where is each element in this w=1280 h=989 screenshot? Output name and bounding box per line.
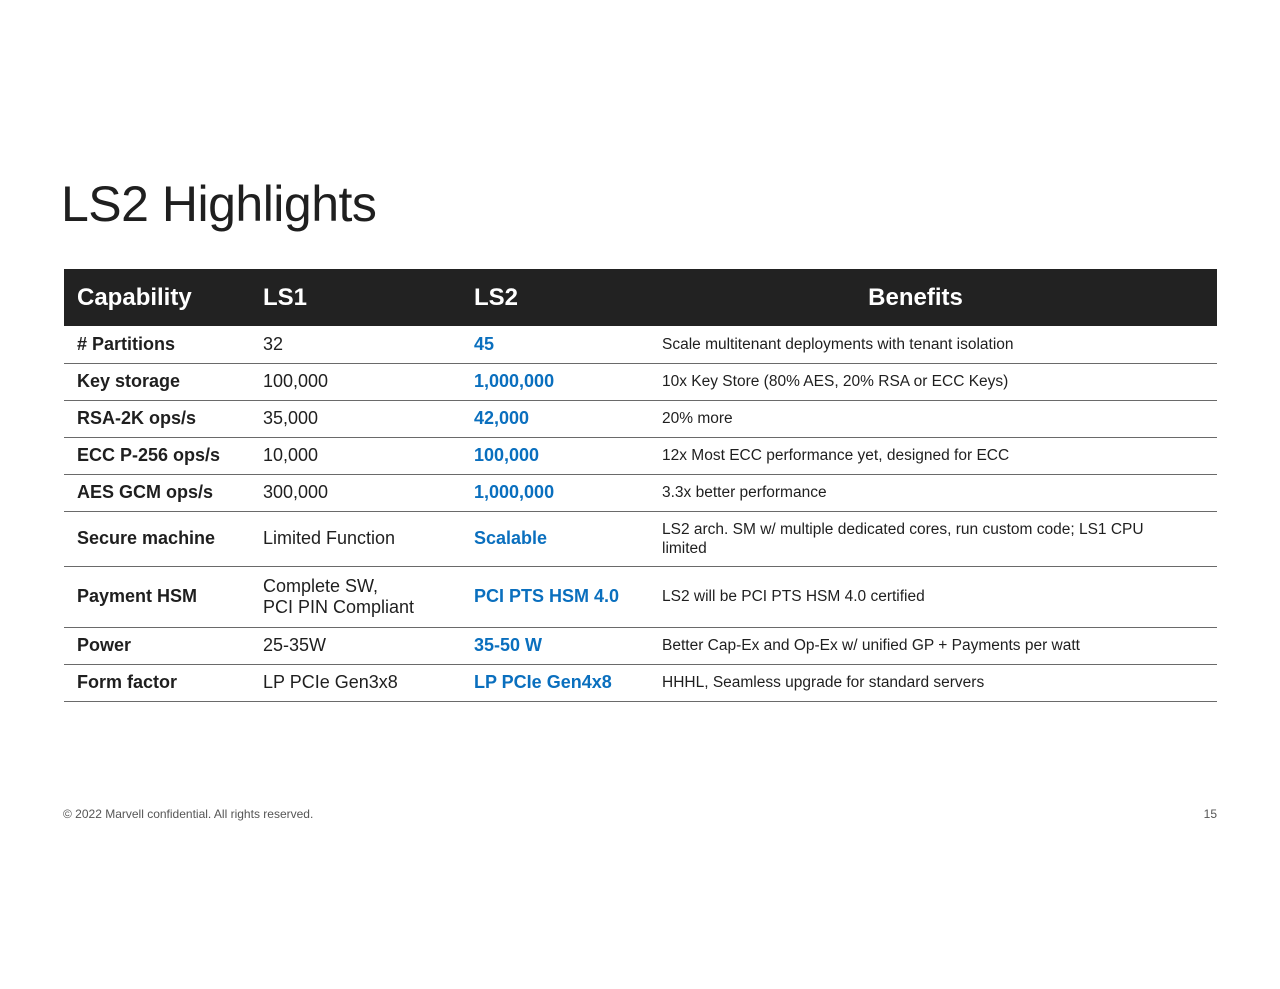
ls1-cell-line2: PCI PIN Compliant	[263, 596, 415, 617]
ls2-cell: 100,000	[474, 445, 540, 465]
benefits-cell: 10x Key Store (80% AES, 20% RSA or ECC Keys)	[662, 373, 1009, 390]
benefits-cell: HHHL, Seamless upgrade for standard servers	[662, 674, 985, 691]
ls1-cell-line1: Complete SW,	[263, 575, 379, 596]
capability-cell: Payment HSM	[77, 586, 198, 606]
ls1-cell: 25-35W	[263, 635, 327, 655]
table-row	[64, 326, 1217, 363]
capability-cell: Key storage	[77, 371, 181, 391]
ls2-cell: 1,000,000	[474, 482, 555, 502]
ls1-cell	[250, 566, 455, 627]
table-row	[64, 664, 1217, 701]
ls2-cell: PCI PTS HSM 4.0	[474, 586, 620, 606]
capability-cell: ECC P-256 ops/s	[77, 445, 221, 465]
header-capability: Capability	[77, 283, 192, 311]
ls1-cell: LP PCIe Gen3x8	[263, 672, 398, 692]
table-header-row	[64, 269, 1217, 326]
table-row	[64, 511, 1217, 566]
ls2-cell: 1,000,000	[474, 371, 555, 391]
header-ls1: LS1	[263, 283, 308, 311]
table-row	[64, 566, 1217, 627]
highlights-table	[64, 269, 1217, 702]
table-row	[64, 474, 1217, 511]
table-row	[64, 627, 1217, 664]
page-number: 15	[1203, 807, 1217, 821]
ls2-cell: 42,000	[474, 408, 530, 428]
ls1-cell: Limited Function	[263, 528, 396, 548]
copyright-notice: © 2022 Marvell confidential. All rights reserved.	[63, 807, 314, 821]
table-row	[64, 437, 1217, 474]
ls1-cell: 32	[263, 333, 284, 354]
capability-cell: Form factor	[77, 672, 178, 692]
ls1-cell: 300,000	[263, 482, 329, 502]
header-ls2: LS2	[474, 283, 519, 311]
ls1-cell: 35,000	[263, 408, 319, 428]
benefits-cell: 12x Most ECC performance yet, designed for ECC	[662, 447, 1010, 464]
benefits-cell: 20% more	[662, 410, 733, 427]
ls2-cell: LP PCIe Gen4x8	[474, 672, 612, 692]
ls2-cell: Scalable	[474, 528, 548, 548]
header-benefits: Benefits	[868, 283, 963, 311]
ls2-cell: 45	[474, 333, 495, 354]
ls2-cell: 35-50 W	[474, 635, 543, 655]
slide-title: LS2 Highlights	[61, 176, 377, 232]
benefits-cell: Scale multitenant deployments with tenant isolation	[662, 335, 1014, 353]
table-row	[64, 363, 1217, 400]
benefits-cell: LS2 arch. SM w/ multiple dedicated cores, run custom code; LS1 CPU limited	[662, 520, 1144, 557]
capability-cell: AES GCM ops/s	[77, 482, 214, 502]
capability-cell: Secure machine	[77, 528, 216, 548]
capability-cell: Power	[77, 635, 132, 655]
capability-cell: # Partitions	[77, 333, 176, 354]
ls1-cell: 10,000	[263, 445, 319, 465]
ls1-cell: 100,000	[263, 371, 329, 391]
table-row	[64, 400, 1217, 437]
capability-cell: RSA-2K ops/s	[77, 408, 197, 428]
benefits-cell: Better Cap-Ex and Op-Ex w/ unified GP + Payments per watt	[662, 637, 1080, 654]
benefits-cell: LS2 will be PCI PTS HSM 4.0 certified	[662, 588, 925, 605]
benefits-cell: 3.3x better performance	[662, 484, 827, 501]
